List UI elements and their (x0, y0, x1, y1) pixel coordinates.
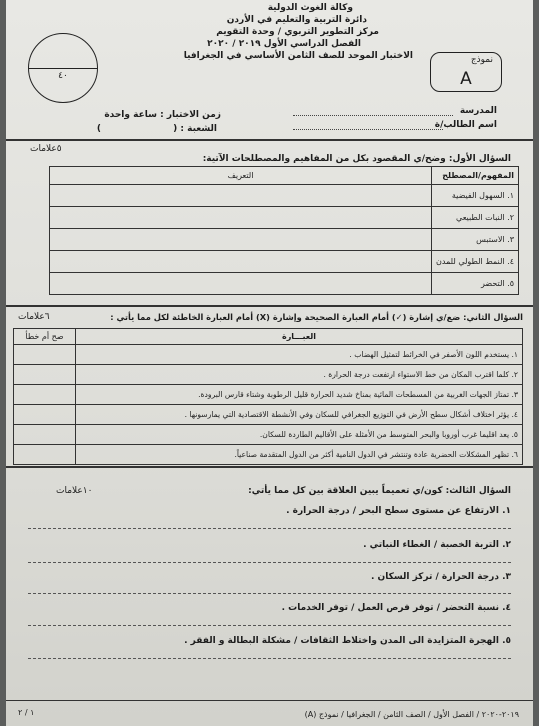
q2-answer-cell[interactable] (14, 425, 76, 445)
q3-answer-line[interactable] (28, 625, 511, 626)
center-name: مركز التطوير التربوي / وحدة التقويم (216, 27, 379, 37)
q2-answer-cell[interactable] (14, 345, 76, 365)
q1-marks: ٥علامات (30, 144, 62, 154)
section-label: الشعبة : ( (173, 124, 217, 134)
q1-definition-cell[interactable] (50, 273, 432, 295)
q1-term: ٥. التحضر (431, 273, 518, 295)
q1-term: ٢. النبات الطبيعي (431, 207, 518, 229)
q1-term: ٣. الاستبس (431, 229, 518, 251)
q2-divider (6, 466, 533, 468)
exam-title: الاختبار الموحد للصف الثامن الأساسي في الجغرافيا (183, 51, 413, 61)
q2-answer-cell[interactable] (14, 365, 76, 385)
q3-item: ٤. نسبة التحضر / توفر فرص العمل / توفر الخدمات . (281, 603, 511, 613)
q3-item: ٥. الهجرة المتزايدة الى المدن واختلاط الثقافات / مشكلة البطالة و الفقر . (184, 636, 511, 646)
q1-definition-cell[interactable] (50, 185, 432, 207)
total-score: ٤٠ (58, 71, 68, 81)
q3-item: ٣. درجة الحرارة / تركز السكان . (370, 572, 511, 582)
q2-title: السؤال الثاني: ضع/ي إشارة (✓) أمام العبارة الصحيحة وإشارة (X) أمام العبارة الخاطئة لكل مما يأتي : (110, 312, 523, 322)
footer-divider (6, 700, 533, 701)
q3-answer-line[interactable] (28, 658, 511, 659)
q3-title: السؤال الثالث: كون/ي تعميماً يبين العلاقة بين كل مما يأتي: (248, 486, 511, 496)
q2-statement: ٣. تمتاز الجهات الغربية من المسطحات المائية بمناخ شديد الحرارة قليل الرطوبة وشتاء قارس البرودة. (76, 385, 523, 405)
school-label: المدرسة (459, 106, 497, 116)
q2-table (13, 328, 523, 465)
q2-answer-cell[interactable] (14, 385, 76, 405)
header-divider (6, 139, 533, 141)
agency-name: وكالة الغوث الدولية (267, 3, 353, 13)
q2-statement: ٥. يعد اقليما غرب أوروبا والبحر المتوسط من الأمثلة على الأقاليم الطاردة للسكان. (76, 425, 523, 445)
footer-text: ٢٠١٩-٢٠٢٠ / الفصل الأول / الصف الثامن / الجغرافيا / نموذج (A) (304, 710, 519, 719)
q1-term: ٤. النمط الطولي للمدن (431, 251, 518, 273)
q1-definition-cell[interactable] (50, 229, 432, 251)
exam-paper: وكالة الغوث الدولية دائرة التربية والتعليم في الأردن مركز التطوير التربوي / وحدة التقويم الفصل الدراسي الأول ٢٠١٩ / ٢٠٢٠ الاختبار الموحد للصف الثامن الأساسي في الجغرافيا ٤٠ نموذج A المدرسة اسم الطالب/ة زمن الاختبار : ساعة واحدة الشعبة : ( ) السؤال الأول: وضح/ي المقصود بكل من المفاهيم والمصطلحات الآتية: ٥علامات المفهوم/المصطلح التعريف ١. السهول الفيضية ٢. النبات الطبيعي ٣. الاستبس ٤. النمط الطولي للمدن ٥. التحضر السؤال الثاني: ضع/ي إشارة (✓) أمام العبارة الصحيحة وإشارة (X) أمام العبارة الخاطئة لكل مما يأتي : ٦علامات العبـــارة صح أم خطأ ١. يستخدم اللون الأصفر في الخرائط لتمثيل الهضاب . ٢. كلما اقترب المكان من خط الاستواء ارتفعت درجة الحرارة . ٣. تمتاز الجهات الغربية من المسطحات المائية بمناخ شديد الحرارة قليل الرطوبة وشتاء قارس البرودة. ٤. يؤثر اختلاف أشكال سطح الأرض في التوزيع الجغرافي للسكان وفي الأنشطة الاقتصادية التي يمارسونها . ٥. يعد اقليما غرب أوروبا والبحر المتوسط من الأمثلة على الأقاليم الطاردة للسكان. ٦. تظهر المشكلات الحضرية عادة وتنتشر في الدول النامية أكثر من الدول المتقدمة صناعياً. السؤال الثالث: كون/ي تعميماً يبين العلاقة بين كل مما يأتي: ١٠علامات ١. الارتفاع عن مستوى سطح البحر / درجة الحرارة . ٢. التربة الخصبة / الغطاء النباتي . ٣. درجة الحرارة / تركز السكان . ٤. نسبة التحضر / توفر فرص العمل / توفر الخدمات . ٥. الهجرة المتزايدة الى المدن واختلاط الثقافات / مشكلة البطالة و الفقر . ١ / ٢ ٢٠١٩-٢٠٢٠ / الفصل الأول / الصف الثامن / الجغرافيا / نموذج (A) (6, 0, 533, 726)
q2-header-answer: صح أم خطأ (14, 329, 76, 345)
form-letter: A (460, 69, 472, 89)
q3-answer-line[interactable] (28, 593, 511, 594)
q2-answer-cell[interactable] (14, 445, 76, 465)
student-label: اسم الطالب/ة (434, 120, 497, 130)
q3-item: ١. الارتفاع عن مستوى سطح البحر / درجة الحرارة . (286, 506, 511, 516)
semester-line: الفصل الدراسي الأول ٢٠١٩ / ٢٠٢٠ (207, 39, 361, 49)
q1-term: ١. السهول الفيضية (431, 185, 518, 207)
q1-definition-cell[interactable] (50, 207, 432, 229)
q2-statement: ٦. تظهر المشكلات الحضرية عادة وتنتشر في الدول النامية أكثر من الدول المتقدمة صناعياً. (76, 445, 523, 465)
q2-statement: ١. يستخدم اللون الأصفر في الخرائط لتمثيل الهضاب . (76, 345, 523, 365)
q3-answer-line[interactable] (28, 562, 511, 563)
q1-header-definition: التعريف (50, 167, 432, 185)
q2-statement: ٤. يؤثر اختلاف أشكال سطح الأرض في التوزيع الجغرافي للسكان وفي الأنشطة الاقتصادية التي يمارسونها . (76, 405, 523, 425)
q2-header-statement: العبـــارة (76, 329, 523, 345)
form-version-box (430, 52, 502, 92)
q2-statement: ٢. كلما اقترب المكان من خط الاستواء ارتفعت درجة الحرارة . (76, 365, 523, 385)
q3-item: ٢. التربة الخصبة / الغطاء النباتي . (363, 540, 511, 550)
q1-header-term: المفهوم/المصطلح (431, 167, 518, 185)
q2-answer-cell[interactable] (14, 405, 76, 425)
q2-marks: ٦علامات (18, 312, 50, 322)
exam-time: زمن الاختبار : ساعة واحدة (104, 110, 221, 120)
q1-table (49, 166, 519, 295)
q3-marks: ١٠علامات (56, 486, 93, 496)
page-number: ١ / ٢ (18, 708, 35, 717)
form-label: نموذج (470, 55, 493, 65)
directorate-name: دائرة التربية والتعليم في الأردن (226, 15, 367, 25)
q1-divider (6, 305, 533, 307)
q3-answer-line[interactable] (28, 528, 511, 529)
q1-definition-cell[interactable] (50, 251, 432, 273)
q1-title: السؤال الأول: وضح/ي المقصود بكل من المفاهيم والمصطلحات الآتية: (202, 154, 511, 164)
score-circle (28, 33, 98, 103)
